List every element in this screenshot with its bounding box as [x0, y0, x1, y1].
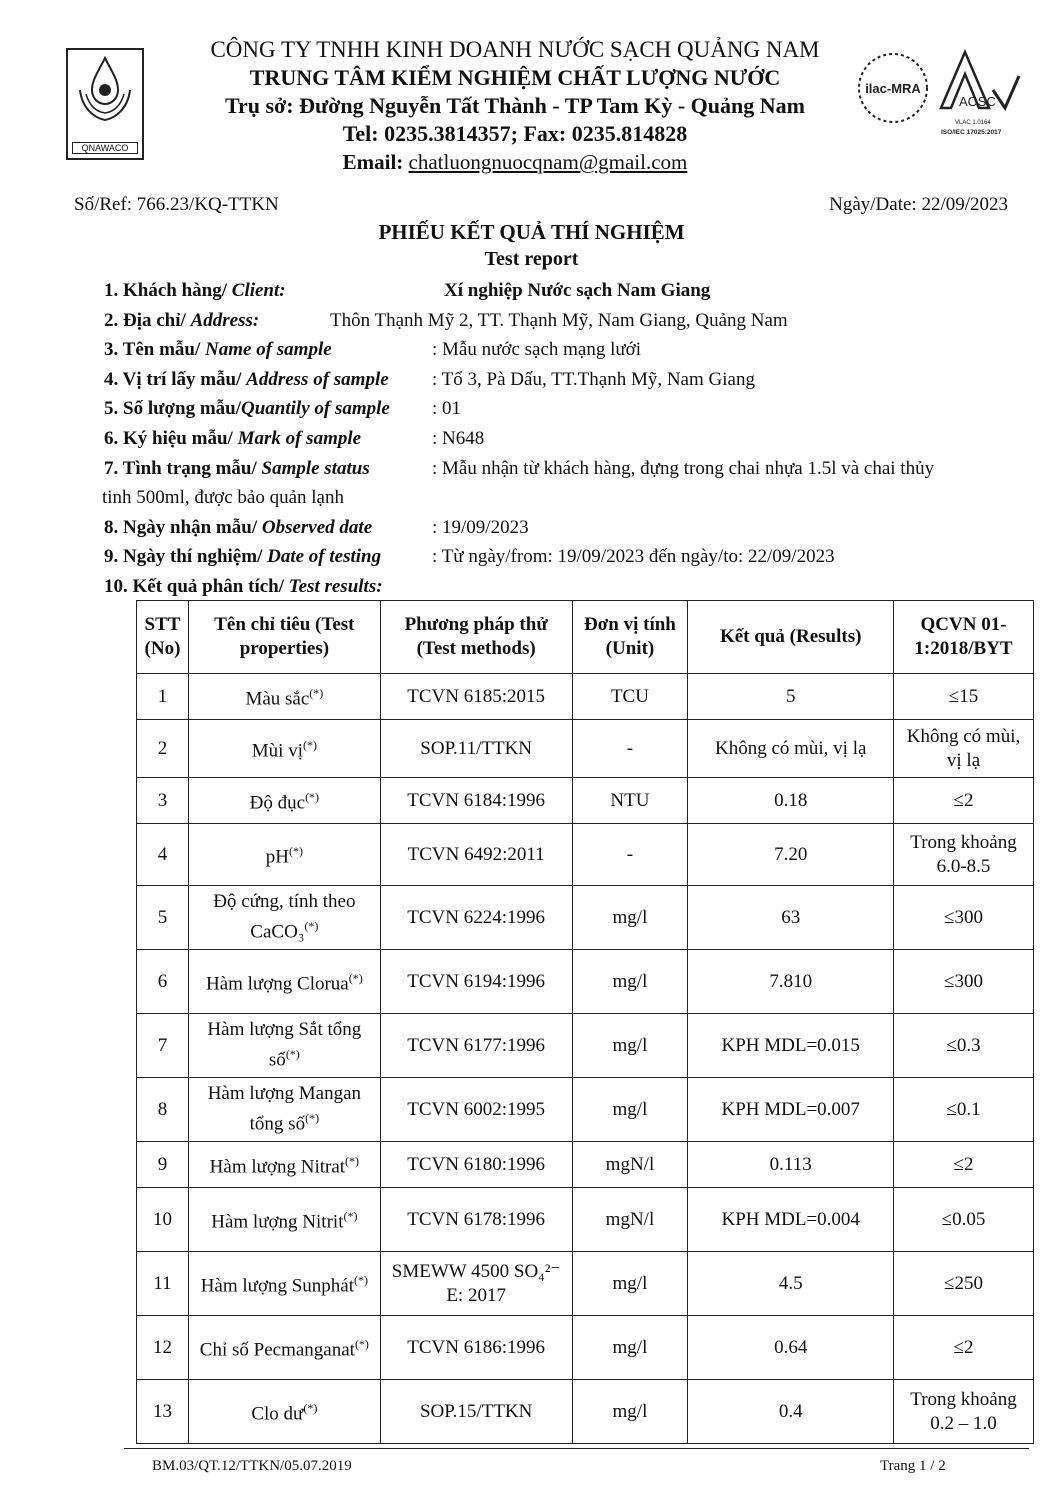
row-result-text: 7.20	[774, 843, 808, 865]
row-limit	[894, 720, 1034, 778]
row-property-text: Hàm lượng Clorua	[205, 973, 349, 995]
row-limit-text: ≤2	[953, 789, 974, 811]
field-observed-date: 8. Ngày nhận mẫu/ Observed date : 19/09/2023	[104, 516, 529, 538]
row-property	[188, 1142, 380, 1188]
table-row	[137, 1316, 1034, 1380]
field-sample-name: 3. Tên mẫu/ Name of sample : Mẫu nước sạch mạng lưới	[104, 339, 642, 361]
reference-number: Số/Ref: 766.23/KQ-TTKN	[74, 194, 279, 215]
page-number: Trang 1 / 2	[880, 1458, 946, 1474]
row-result-text: 5	[785, 685, 796, 707]
row-limit-text: ≤15	[948, 685, 979, 707]
row-method	[380, 1380, 572, 1444]
field-address: 2. Địa chỉ/ Address: Thôn Thạnh Mỹ 2, TT. Thạnh Mỹ, Nam Giang, Quảng Nam	[104, 306, 1024, 336]
row-property-text: pH	[265, 846, 289, 868]
row-method	[380, 674, 572, 720]
field-sample-quantity: 5. Số lượng mẫu/Quantily of sample : 01	[104, 398, 462, 420]
row-unit-text: -	[626, 843, 634, 865]
row-limit	[894, 824, 1034, 886]
row-unit-text: mg/l	[612, 1272, 648, 1294]
row-limit	[894, 1252, 1034, 1316]
row-no-text: 7	[157, 1034, 168, 1056]
ilac-text: ilac-MRA	[865, 81, 921, 96]
row-unit-text: TCU	[610, 685, 649, 707]
form-code: BM.03/QT.12/TTKN/05.07.2019	[152, 1458, 352, 1474]
report-subtitle: Test report	[484, 248, 579, 270]
row-no	[137, 1142, 189, 1188]
row-method-text: TCVN 6186:1996	[407, 1336, 546, 1358]
row-property-text: Hàm lượng Nitrat	[209, 1156, 346, 1178]
accredited-mark: (*)	[305, 1111, 320, 1126]
row-property-text: Độ cứng, tính theo CaCO₃	[213, 891, 356, 943]
accredited-mark: (*)	[285, 1047, 300, 1062]
row-result-text: KPH MDL=0.007	[721, 1098, 860, 1120]
row-result	[688, 1380, 894, 1444]
row-result-text: 0.18	[774, 789, 808, 811]
row-property	[188, 674, 380, 720]
row-no-text: 5	[157, 906, 168, 928]
table-header-row	[137, 601, 1034, 674]
row-unit	[572, 1078, 688, 1142]
email-link[interactable]: chatluongnuocqnam@gmail.com	[408, 150, 688, 174]
row-limit-text: ≤2	[953, 1336, 974, 1358]
row-property	[188, 778, 380, 824]
row-no	[137, 674, 189, 720]
row-method-text: TCVN 6002:1995	[407, 1098, 546, 1120]
row-limit	[894, 778, 1034, 824]
row-method-text: TCVN 6184:1996	[407, 789, 546, 811]
row-property-text: Độ đục	[249, 792, 306, 814]
row-property	[188, 1188, 380, 1252]
phone-fax: Tel: 0235.3814357; Fax: 0235.814828	[342, 121, 688, 146]
table-row	[137, 1252, 1034, 1316]
row-result	[688, 1316, 894, 1380]
sample-info	[104, 276, 1024, 602]
row-property	[188, 950, 380, 1014]
row-unit-text: NTU	[610, 789, 650, 811]
row-property-text: Hàm lượng Sunphát	[200, 1275, 355, 1297]
row-property-text: Màu sắc	[245, 688, 310, 710]
accredited-mark: (*)	[302, 738, 317, 753]
row-unit	[572, 1142, 688, 1188]
row-property	[188, 886, 380, 950]
field-client: 1. Khách hàng/ Client: Xí nghiệp Nước sạch Nam Giang	[104, 276, 1024, 306]
table-row	[137, 778, 1034, 824]
row-method-text: SOP.15/TTKN	[419, 1400, 533, 1422]
table-row	[137, 1380, 1034, 1444]
row-method-text: TCVN 6194:1996	[407, 970, 546, 992]
row-method	[380, 1188, 572, 1252]
center-name: TRUNG TÂM KIỂM NGHIỆM CHẤT LƯỢNG NƯỚC	[249, 65, 781, 90]
report-date: Ngày/Date: 22/09/2023	[829, 194, 1008, 215]
row-property	[188, 824, 380, 886]
accredited-mark: (*)	[288, 844, 303, 859]
row-result-text: Không có mùi, vị lạ	[714, 737, 867, 759]
row-result-text: KPH MDL=0.004	[721, 1208, 860, 1230]
letterhead	[170, 36, 860, 176]
row-limit-text: ≤300	[944, 906, 983, 928]
table-row	[137, 1142, 1034, 1188]
row-limit-text: Trong khoảng 0.2 – 1.0	[910, 1388, 1017, 1434]
row-limit-text: ≤0.05	[941, 1208, 986, 1230]
header-method: Phương pháp thử (Test methods)	[380, 601, 572, 674]
row-method-text: TCVN 6492:2011	[407, 843, 545, 865]
row-no-text: 6	[157, 970, 168, 992]
row-unit-text: mg/l	[612, 970, 648, 992]
row-result	[688, 824, 894, 886]
row-unit	[572, 1188, 688, 1252]
row-result	[688, 950, 894, 1014]
row-no-text: 12	[152, 1336, 172, 1358]
row-no-text: 9	[157, 1153, 168, 1175]
row-result-text: 63	[781, 906, 801, 928]
row-result-text: KPH MDL=0.015	[721, 1034, 860, 1056]
row-unit-text: mg/l	[612, 1098, 648, 1120]
table-row	[137, 1078, 1034, 1142]
row-no	[137, 1188, 189, 1252]
email-label: Email:	[342, 150, 409, 174]
row-unit	[572, 778, 688, 824]
header-result: Kết quả (Results)	[688, 601, 894, 674]
row-method	[380, 824, 572, 886]
table-row	[137, 824, 1034, 886]
vilas-text: VLAC 1.0164	[955, 120, 991, 126]
field-sample-location: 4. Vị trí lấy mẫu/ Address of sample : Tổ 3, Pà Dấu, TT.Thạnh Mỹ, Nam Giang	[104, 368, 755, 390]
row-no	[137, 886, 189, 950]
row-method-text: TCVN 6177:1996	[407, 1034, 546, 1056]
row-no-text: 3	[157, 789, 168, 811]
row-no	[137, 778, 189, 824]
qnawaco-logo	[66, 48, 144, 160]
row-result	[688, 1078, 894, 1142]
row-result-text: 0.4	[778, 1400, 803, 1422]
row-limit-text: ≤300	[944, 970, 983, 992]
row-method	[380, 720, 572, 778]
row-result	[688, 778, 894, 824]
row-unit	[572, 1316, 688, 1380]
row-unit-text: mg/l	[612, 1034, 648, 1056]
row-property	[188, 1316, 380, 1380]
row-no	[137, 1014, 189, 1078]
row-limit	[894, 1142, 1034, 1188]
row-unit	[572, 950, 688, 1014]
table-row	[137, 720, 1034, 778]
row-result	[688, 1142, 894, 1188]
row-result	[688, 1188, 894, 1252]
row-unit	[572, 1014, 688, 1078]
row-property	[188, 1380, 380, 1444]
row-property	[188, 720, 380, 778]
row-no	[137, 824, 189, 886]
accredited-mark: (*)	[345, 1154, 360, 1169]
address-value: Thôn Thạnh Mỹ 2, TT. Thạnh Mỹ, Nam Giang, Quảng Nam	[330, 309, 788, 331]
row-no-text: 10	[152, 1208, 172, 1230]
row-property	[188, 1078, 380, 1142]
row-limit-text: ≤0.3	[946, 1034, 981, 1056]
email-line	[170, 148, 860, 176]
row-no	[137, 950, 189, 1014]
row-limit-text: ≤2	[953, 1153, 974, 1175]
row-no	[137, 1316, 189, 1380]
row-property-text: Clo dư	[251, 1403, 304, 1425]
header-property: Tên chỉ tiêu (Test properties)	[188, 601, 380, 674]
row-method-text: TCVN 6185:2015	[407, 685, 546, 707]
row-method	[380, 1142, 572, 1188]
row-limit	[894, 950, 1034, 1014]
accreditation-logos	[855, 46, 1025, 138]
row-result	[688, 674, 894, 720]
row-property-text: Hàm lượng Nitrit	[211, 1211, 344, 1233]
table-row	[137, 1014, 1034, 1078]
row-limit	[894, 674, 1034, 720]
field-testing-date: 9. Ngày thí nghiệm/ Date of testing : Từ ngày/from: 19/09/2023 đến ngày/to: 22/09/2023	[104, 546, 835, 568]
row-result	[688, 720, 894, 778]
row-method-text: SMEWW 4500 SO₄²⁻ E: 2017	[391, 1260, 561, 1306]
row-limit-text: Trong khoảng 6.0-8.5	[910, 831, 1017, 877]
row-unit	[572, 824, 688, 886]
report-title: PHIẾU KẾT QUẢ THÍ NGHIỆM	[378, 220, 685, 244]
row-property-text: Hàm lượng Mangan tổng số	[207, 1083, 362, 1135]
row-method	[380, 1014, 572, 1078]
row-method	[380, 1316, 572, 1380]
results-table	[136, 600, 1034, 1444]
row-unit-text: mgN/l	[605, 1153, 655, 1175]
row-result	[688, 886, 894, 950]
row-result-text: 4.5	[778, 1272, 803, 1294]
client-value: Xí nghiệp Nước sạch Nam Giang	[444, 280, 711, 301]
aosc-text: AOSC	[959, 94, 996, 109]
row-no	[137, 720, 189, 778]
row-unit	[572, 1252, 688, 1316]
head-office-address: Trụ sở: Đường Nguyễn Tất Thành - TP Tam Kỳ - Quảng Nam	[225, 93, 805, 118]
row-limit	[894, 886, 1034, 950]
field-sample-status: 7. Tình trạng mẫu/ Sample status : Mẫu nhận từ khách hàng, đựng trong chai nhựa 1.5l và chai thủy	[104, 457, 935, 479]
accredited-mark: (*)	[343, 1209, 358, 1224]
row-unit	[572, 1380, 688, 1444]
table-row	[137, 1188, 1034, 1252]
row-limit	[894, 1188, 1034, 1252]
table-row	[137, 886, 1034, 950]
row-method-text: TCVN 6180:1996	[407, 1153, 546, 1175]
row-property	[188, 1014, 380, 1078]
table-row	[137, 950, 1034, 1014]
accredited-mark: (*)	[354, 1337, 369, 1352]
accredited-mark: (*)	[309, 686, 324, 701]
row-no-text: 13	[152, 1400, 172, 1422]
water-drop-hands-icon	[68, 50, 142, 130]
row-property-text: Hàm lượng Sắt tổng số	[207, 1019, 362, 1071]
row-unit	[572, 674, 688, 720]
company-name: CÔNG TY TNHH KINH DOANH NƯỚC SẠCH QUẢNG NAM	[210, 37, 820, 62]
row-limit	[894, 1078, 1034, 1142]
row-method	[380, 886, 572, 950]
table-row	[137, 674, 1034, 720]
footer-divider	[124, 1448, 1029, 1449]
header-unit: Đơn vị tính (Unit)	[572, 601, 688, 674]
row-limit-text: ≤250	[944, 1272, 983, 1294]
field-test-results: 10. Kết quả phân tích/ Test results:	[104, 575, 383, 597]
field-sample-status-cont: tinh 500ml, được bảo quản lạnh	[102, 487, 344, 509]
row-property-text: Mùi vị	[251, 740, 303, 762]
row-method	[380, 1252, 572, 1316]
row-no-text: 1	[157, 685, 168, 707]
row-unit-text: mg/l	[612, 906, 648, 928]
row-method-text: SOP.11/TTKN	[420, 737, 533, 759]
accredited-mark: (*)	[348, 971, 363, 986]
row-no	[137, 1078, 189, 1142]
field-sample-mark: 6. Ký hiệu mẫu/ Mark of sample : N648	[104, 427, 485, 449]
row-no-text: 11	[153, 1272, 172, 1294]
logo-label: QNAWACO	[72, 142, 138, 154]
ilac-aosc-logo-icon	[855, 46, 1025, 138]
accredited-mark: (*)	[304, 919, 319, 934]
header-no: STT (No)	[137, 601, 189, 674]
row-limit-text: ≤0.1	[946, 1098, 981, 1120]
row-unit-text: mg/l	[612, 1336, 648, 1358]
row-unit-text: mgN/l	[605, 1208, 655, 1230]
row-result	[688, 1252, 894, 1316]
iso-text: ISO/IEC 17025:2017	[941, 129, 1002, 136]
row-limit	[894, 1014, 1034, 1078]
row-property-text: Chỉ số Pecmanganat	[199, 1339, 355, 1361]
row-no	[137, 1380, 189, 1444]
row-method-text: TCVN 6178:1996	[407, 1208, 546, 1230]
row-no-text: 8	[157, 1098, 168, 1120]
row-no-text: 2	[157, 737, 168, 759]
row-result	[688, 1014, 894, 1078]
row-unit-text: -	[626, 737, 634, 759]
row-unit	[572, 720, 688, 778]
row-result-text: 0.64	[774, 1336, 808, 1358]
row-method	[380, 778, 572, 824]
row-unit-text: mg/l	[612, 1400, 648, 1422]
header-standard: QCVN 01-1:2018/BYT	[894, 601, 1034, 674]
row-method	[380, 950, 572, 1014]
accredited-mark: (*)	[354, 1273, 369, 1288]
row-no	[137, 1252, 189, 1316]
accredited-mark: (*)	[305, 790, 320, 805]
row-result-text: 7.810	[769, 970, 813, 992]
row-no-text: 4	[157, 843, 168, 865]
accredited-mark: (*)	[303, 1401, 318, 1416]
row-unit	[572, 886, 688, 950]
row-property	[188, 1252, 380, 1316]
row-method	[380, 1078, 572, 1142]
row-method-text: TCVN 6224:1996	[407, 906, 546, 928]
row-limit	[894, 1316, 1034, 1380]
row-result-text: 0.113	[769, 1153, 812, 1175]
row-limit	[894, 1380, 1034, 1444]
row-limit-text: Không có mùi, vị lạ	[906, 725, 1021, 771]
